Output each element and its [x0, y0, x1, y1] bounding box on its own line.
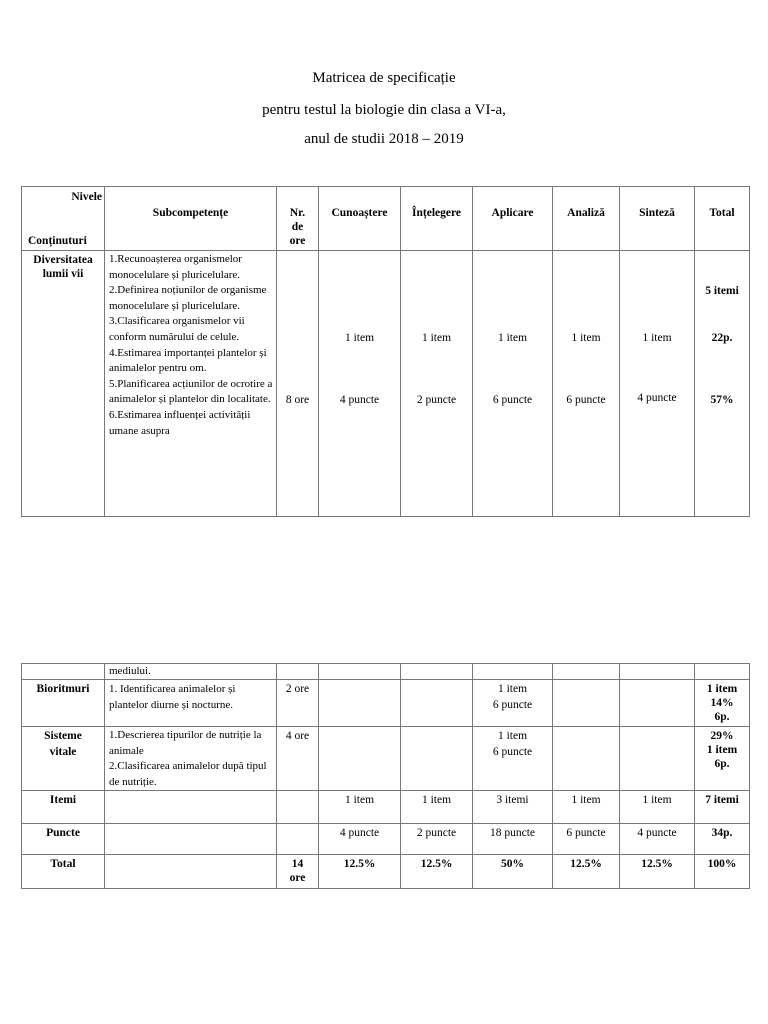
row-bioritmuri: [22, 680, 750, 727]
total-sinteza: 12.5%: [620, 855, 695, 889]
continuation-row: [22, 664, 750, 680]
total-cell: 29% 1 item 6p.: [695, 727, 750, 791]
aplicare-cell: 1 item 6 puncte: [473, 680, 553, 727]
subcompetenta-item: 3.Clasificarea organismelor vii conform numărului de celule.: [109, 315, 245, 343]
document-year: anul de studii 2018 – 2019: [304, 131, 464, 147]
header-nr-ore: Nr. de ore: [277, 187, 319, 251]
header-analiza: Analiză: [553, 187, 620, 251]
total-aplicare: 50%: [473, 855, 553, 889]
header-subcompetente: Subcompetențe: [105, 187, 277, 251]
itemi-label: Itemi: [22, 791, 105, 824]
itemi-analiza: 1 item: [553, 791, 620, 824]
puncte-total: 34p.: [695, 824, 750, 855]
total-analiza: 12.5%: [553, 855, 620, 889]
aplicare-cell: 1 item 6 puncte: [473, 251, 553, 517]
analiza-cell: 1 item 6 puncte: [553, 251, 620, 517]
content-bioritmuri: Bioritmuri: [22, 680, 105, 727]
row-itemi: [22, 791, 750, 824]
total-cell: 5 itemi 22p. 57%: [695, 251, 750, 517]
row-diversitatea: [22, 251, 750, 517]
cunoastere-cell: 1 item 4 puncte: [319, 251, 401, 517]
subcompetenta-item: 1.Descrierea tipurilor de nutriție la animale: [109, 729, 262, 757]
header-aplicare: Aplicare: [473, 187, 553, 251]
document-subtitle: pentru testul la biologie din clasa a VI-a,: [262, 102, 506, 118]
puncte-sinteza: 4 puncte: [620, 824, 695, 855]
puncte-analiza: 6 puncte: [553, 824, 620, 855]
subcompetente-list: [105, 251, 277, 517]
document-title: Matricea de specificație: [312, 70, 456, 86]
header-nivele-continuturi: [22, 187, 105, 251]
subcompetente-list: [105, 727, 277, 791]
ore-cell: 8 ore: [277, 251, 319, 517]
itemi-sinteza: 1 item: [620, 791, 695, 824]
sinteza-cell: 1 item 4 puncte: [620, 251, 695, 517]
itemi-total: 7 itemi: [695, 791, 750, 824]
itemi-cunoastere: 1 item: [319, 791, 401, 824]
subcompetenta-item: 6.Estimarea influenței activității umane asupra: [109, 408, 251, 437]
header-continuturi: Conținuturi: [28, 235, 87, 247]
itemi-aplicare: 3 itemi: [473, 791, 553, 824]
puncte-cunoastere: 4 puncte: [319, 824, 401, 855]
row-puncte: [22, 824, 750, 855]
itemi-intelegere: 1 item: [401, 791, 473, 824]
ore-cell: 4 ore: [277, 727, 319, 791]
subcompetenta-item: 2.Definirea noțiunilor de organisme monocelulare și pluricelulare.: [109, 284, 267, 312]
header-row: [22, 187, 750, 251]
puncte-aplicare: 18 puncte: [473, 824, 553, 855]
header-cunoastere: Cunoaștere: [319, 187, 401, 251]
subcompetenta-item: 1.Recunoașterea organismelor monocelulare și pluricelulare.: [109, 253, 242, 281]
header-intelegere: Înțelegere: [401, 187, 473, 251]
aplicare-cell: 1 item 6 puncte: [473, 727, 553, 791]
specification-table-part1: [21, 186, 750, 517]
subcompetenta-item: 2.Clasificarea animalelor după tipul de nutriție.: [109, 760, 267, 788]
row-total: [22, 855, 750, 889]
ore-cell: 2 ore: [277, 680, 319, 727]
subcompetenta-item: 5.Planificarea acțiunilor de ocrotire a animalelor și plantelor din localitate.: [109, 377, 273, 406]
total-cell: 1 item 14% 6p.: [695, 680, 750, 727]
continuation-text: mediului.: [105, 664, 277, 680]
content-sisteme-vitale: Sisteme vitale: [22, 727, 105, 791]
total-intelegere: 12.5%: [401, 855, 473, 889]
specification-table-part2: [21, 663, 750, 889]
subcompetenta-item: 4.Estimarea importanței plantelor și animalelor pentru om.: [109, 346, 267, 375]
puncte-intelegere: 2 puncte: [401, 824, 473, 855]
total-label: Total: [22, 855, 105, 889]
content-diversitatea: Diversitatea lumii vii: [22, 251, 105, 517]
header-total: Total: [695, 187, 750, 251]
intelegere-cell: 1 item 2 puncte: [401, 251, 473, 517]
total-ore: 14 ore: [277, 855, 319, 889]
puncte-label: Puncte: [22, 824, 105, 855]
total-total: 100%: [695, 855, 750, 889]
total-cunoastere: 12.5%: [319, 855, 401, 889]
row-sisteme-vitale: [22, 727, 750, 791]
header-nivele: Nivele: [71, 191, 102, 203]
header-sinteza: Sinteză: [620, 187, 695, 251]
subcompetenta-item: 1. Identificarea animalelor și plantelor diurne și nocturne.: [105, 680, 277, 727]
